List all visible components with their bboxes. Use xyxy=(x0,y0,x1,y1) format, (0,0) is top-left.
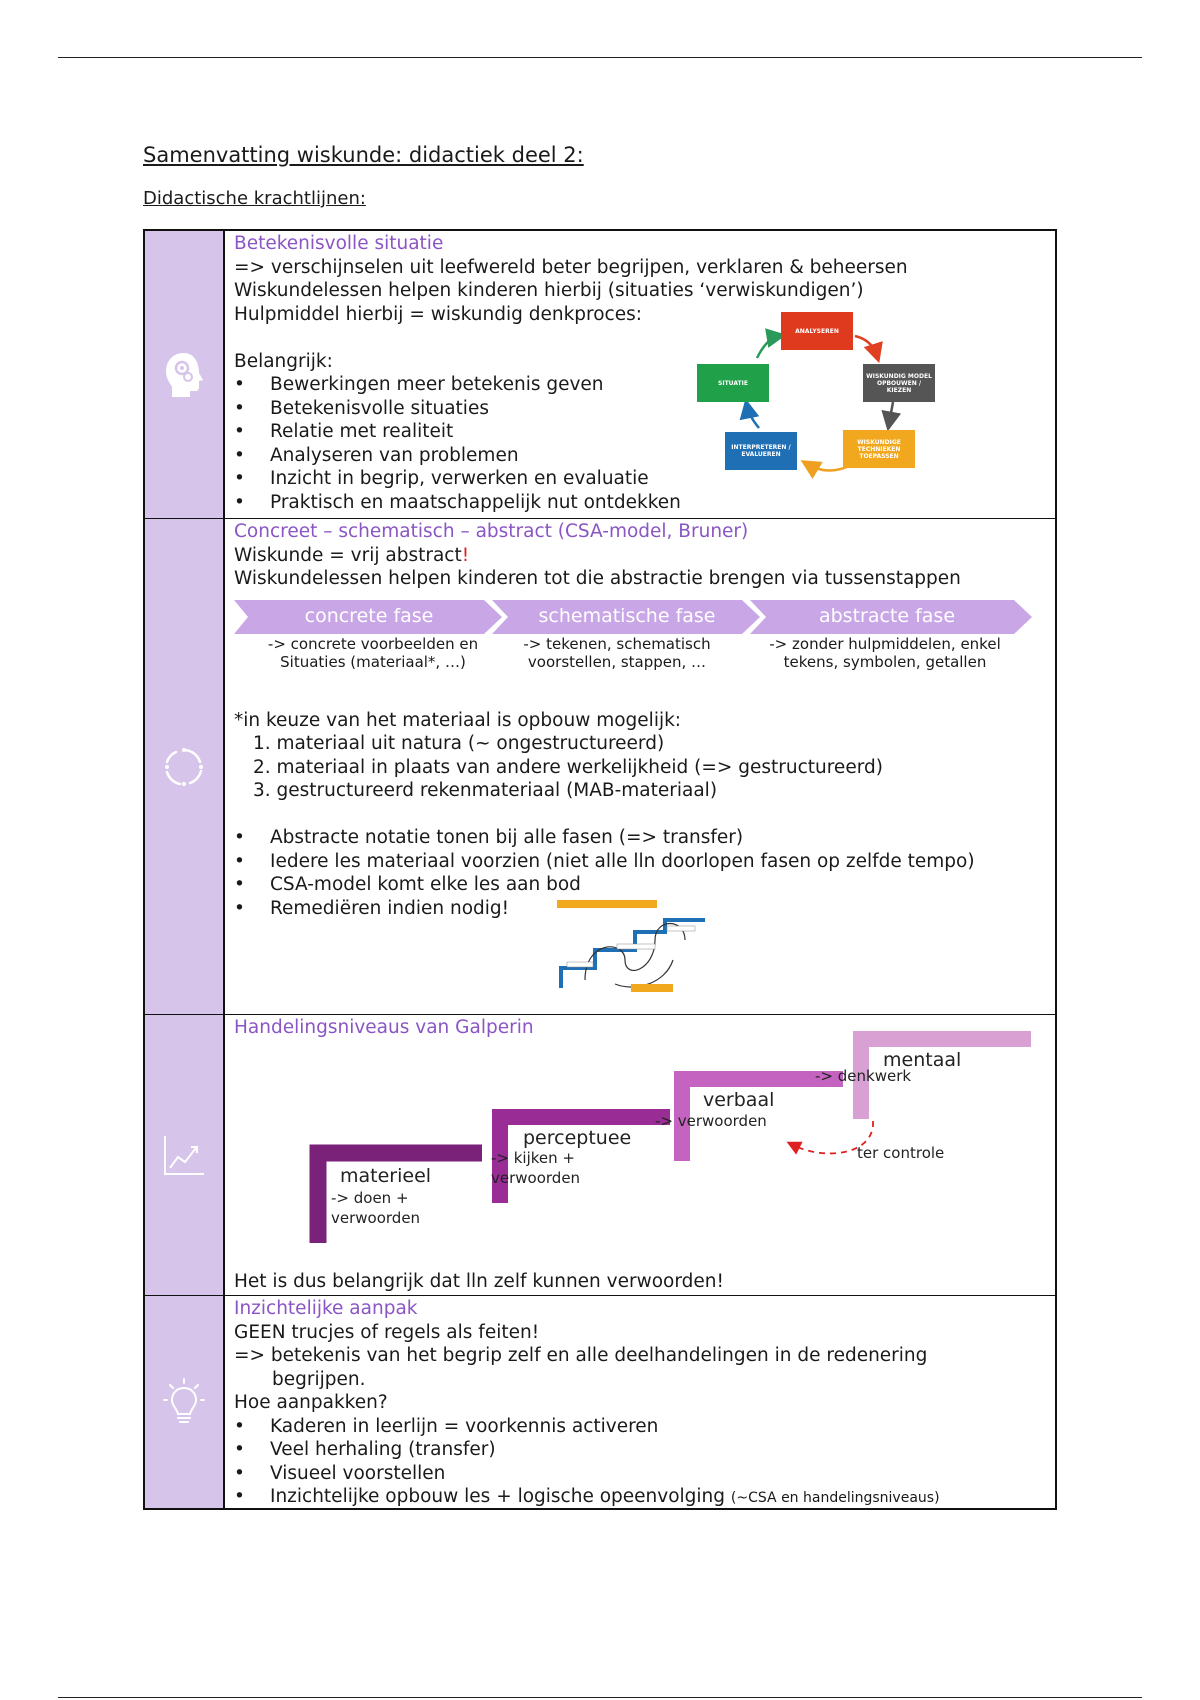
list-item: • Betekenisvolle situaties xyxy=(234,397,1047,421)
phase-note-concrete: -> concrete voorbeelden en Situaties (materiaal*, …) xyxy=(267,635,479,671)
krachtlijnen-table xyxy=(143,229,1057,1510)
row4-sidebar xyxy=(145,1296,225,1508)
control-label: ter controle xyxy=(857,1144,945,1162)
row-betekenisvolle-situatie xyxy=(145,231,1055,518)
level-materieel: materieel xyxy=(340,1165,432,1187)
list-item: • Veel herhaling (transfer) xyxy=(234,1438,1047,1462)
list-item: • Abstracte notatie tonen bij alle fasen (=> transfer) xyxy=(234,826,1047,850)
row1-heading: Betekenisvolle situatie xyxy=(234,233,444,254)
row2-heading: Concreet – schematisch – abstract (CSA-model, Bruner) xyxy=(234,521,749,542)
list-item: 3. gestructureerd rekenmateriaal (MAB-materiaal) xyxy=(253,780,718,801)
row1-line: => verschijnselen uit leefwereld beter begrijpen, verklaren & beheersen xyxy=(234,256,908,278)
cycle-box-situatie: SITUATIE xyxy=(697,364,769,402)
row3-content xyxy=(225,1015,1055,1295)
row-galperin xyxy=(145,1014,1055,1295)
head-gears-icon xyxy=(162,349,206,401)
page-title: Samenvatting wiskunde: didactiek deel 2: xyxy=(143,143,584,167)
row3-sidebar xyxy=(145,1015,225,1295)
list-item: 1. materiaal uit natura (~ ongestructureerd) xyxy=(253,733,665,754)
level-perceptueel: perceptuee xyxy=(523,1127,632,1149)
lightbulb-icon xyxy=(162,1376,206,1428)
list-item: • Relatie met realiteit xyxy=(234,420,1047,444)
list-item: • Praktisch en maatschappelijk nut ontdekken xyxy=(234,491,1047,515)
phase-abstract: abstracte fase xyxy=(818,605,956,628)
row4-line: => betekenis van het begrip zelf en alle deelhandelingen in de redenering xyxy=(234,1345,928,1366)
denkproces-cycle-diagram xyxy=(697,306,947,486)
row1-line: Hulpmiddel hierbij = wiskundig denkproces: xyxy=(234,303,642,325)
csa-phase-arrows xyxy=(234,600,1034,634)
row3-heading: Handelingsniveaus van Galperin xyxy=(234,1017,534,1038)
cycle-box-analyseren: ANALYSEREN xyxy=(781,312,853,350)
row-inzichtelijke-aanpak xyxy=(145,1295,1055,1508)
row4-content xyxy=(225,1296,1055,1508)
row3-conclusion: Het is dus belangrijk dat lln zelf kunnen verwoorden! xyxy=(234,1271,724,1292)
row2-line: Wiskundelessen helpen kinderen tot die abstractie brengen via tussenstappen xyxy=(234,568,961,589)
list-item: • Bewerkingen meer betekenis geven xyxy=(234,373,1047,397)
list-item: 2. materiaal in plaats van andere werkelijkheid (=> gestructureerd) xyxy=(253,756,883,778)
row4-line: GEEN trucjes of regels als feiten! xyxy=(234,1321,540,1343)
csa-steps-image xyxy=(555,900,725,995)
phase-note-abstract: -> zonder hulpmiddelen, enkel tekens, symbolen, getallen xyxy=(769,635,1001,671)
phase-concrete: concrete fase xyxy=(304,605,434,628)
list-item: • Visueel voorstellen xyxy=(234,1462,1047,1486)
important-label: Belangrijk: xyxy=(234,350,333,372)
cycle-icon xyxy=(162,741,206,793)
list-item: • Analyseren van problemen xyxy=(234,444,1047,468)
list-item: • Inzicht in begrip, verwerken en evaluatie xyxy=(234,467,1047,491)
material-intro: *in keuze van het materiaal is opbouw mogelijk: xyxy=(234,709,682,731)
row4-question: Hoe aanpakken? xyxy=(234,1392,388,1413)
cycle-box-interpreteren: INTERPRETEREN / EVALUEREN xyxy=(725,432,797,470)
level-mentaal-note: -> denkwerk xyxy=(815,1067,912,1085)
row2-content xyxy=(225,519,1055,1014)
section-subtitle: Didactische krachtlijnen: xyxy=(143,188,366,209)
row2-sidebar xyxy=(145,519,225,1014)
level-mentaal: mentaal xyxy=(883,1049,962,1071)
row1-line: Wiskundelessen helpen kinderen hierbij (situaties ‘verwiskundigen’) xyxy=(234,280,864,301)
row1-sidebar xyxy=(145,231,225,518)
chart-growth-icon xyxy=(162,1129,206,1181)
row1-content xyxy=(225,231,1055,518)
phase-schematic: schematische fase xyxy=(538,605,716,628)
row2-line: Wiskunde = vrij abstract! xyxy=(234,544,470,566)
list-item: • Kaderen in leerlijn = voorkennis activeren xyxy=(234,1415,1047,1439)
list-item: • CSA-model komt elke les aan bod xyxy=(234,873,1047,897)
cycle-box-technieken: WISKUNDIGE TECHNIEKEN TOEPASSEN xyxy=(843,430,915,468)
list-item: • Iedere les materiaal voorzien (niet alle lln doorlopen fasen op zelfde tempo) xyxy=(234,850,1047,874)
list-item: • Remediëren indien nodig! xyxy=(234,897,1047,921)
row4-heading: Inzichtelijke aanpak xyxy=(234,1298,418,1319)
phase-note-schematic: -> tekenen, schematisch voorstellen, stappen, … xyxy=(523,635,711,671)
level-verbaal-note: -> verwoorden xyxy=(655,1112,767,1130)
cycle-box-model: WISKUNDIG MODEL OPBOUWEN / KIEZEN xyxy=(863,364,935,402)
level-perceptueel-note: -> kijken + verwoorden xyxy=(491,1149,581,1187)
list-item: • Inzichtelijke opbouw les + logische opeenvolging (~CSA en handelingsniveaus) xyxy=(234,1485,1047,1511)
level-materieel-note: -> doen + verwoorden xyxy=(331,1189,421,1227)
footer-rule xyxy=(58,1697,1142,1698)
row-csa-model xyxy=(145,518,1055,1014)
header-rule xyxy=(58,57,1142,58)
row4-line: begrijpen. xyxy=(272,1368,366,1390)
level-verbaal: verbaal xyxy=(703,1089,775,1111)
